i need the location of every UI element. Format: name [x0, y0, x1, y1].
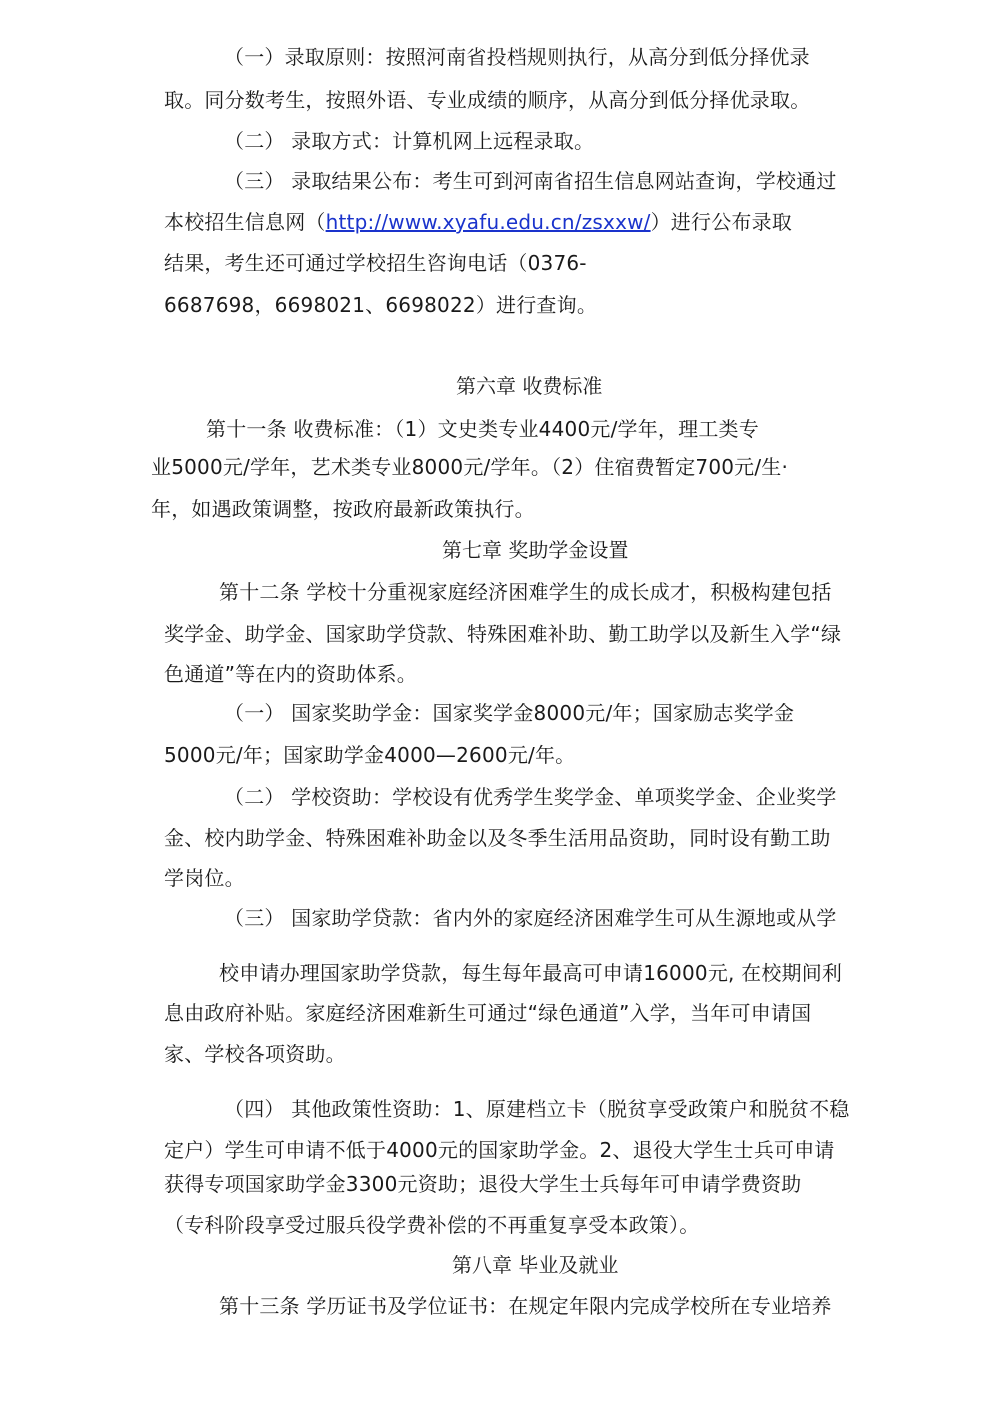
loan-line-1: （三） 国家助学贷款：省内外的家庭经济困难学生可从生源地或从学: [224, 906, 837, 930]
admission-principle-line-1: （一）录取原则：按照河南省投档规则执行，从高分到低分择优录: [224, 45, 810, 69]
admission-result-line-1: （三） 录取结果公布：考生可到河南省招生信息网站查询，学校通过: [224, 169, 837, 193]
aid-intro-line-3: 色通道”等在内的资助体系。: [164, 662, 417, 686]
admission-result-line-2: [164, 209, 792, 235]
aid-intro-line-1: 第十二条 学校十分重视家庭经济困难学生的成长成才，积极构建包括: [219, 580, 832, 604]
admission-result-line-3: 结果，考生还可通过学校招生咨询电话（0376-: [164, 251, 587, 275]
national-scholarship-line-1: （一） 国家奖助学金：国家奖学金8000元/年；国家励志奖学金: [224, 701, 795, 725]
chapter-7-title: 第七章 奖助学金设置: [442, 538, 629, 562]
admission-result-text-b: ）进行公布录取: [650, 210, 793, 234]
fee-standard-line-3: 年，如遇政策调整，按政府最新政策执行。: [151, 497, 535, 521]
admission-result-line-4: 6687698，6698021、6698022）进行查询。: [164, 293, 598, 317]
chapter-8-title: 第八章 毕业及就业: [452, 1253, 619, 1277]
school-aid-line-3: 学岗位。: [164, 866, 245, 890]
other-aid-line-2: 定户）学生可申请不低于4000元的国家助学金。2、退役大学生士兵可申请: [164, 1138, 835, 1162]
school-aid-line-2: 金、校内助学金、特殊困难补助金以及冬季生活用品资助，同时设有勤工助: [164, 826, 831, 850]
loan-line-2: 校申请办理国家助学贷款，每生每年最高可申请16000元, 在校期间利: [219, 961, 843, 985]
fee-standard-line-2: 业5000元/学年，艺术类专业8000元/学年。（2）住宿费暂定700元/生·: [151, 455, 789, 479]
other-aid-line-4: （专科阶段享受过服兵役学费补偿的不再重复享受本政策）。: [164, 1213, 700, 1237]
national-scholarship-line-2: 5000元/年；国家助学金4000—2600元/年。: [164, 743, 576, 767]
aid-intro-line-2: 奖学金、助学金、国家助学贷款、特殊困难补助、勤工助学以及新生入学“绿: [164, 622, 842, 646]
school-aid-line-1: （二） 学校资助：学校设有优秀学生奖学金、单项奖学金、企业奖学: [224, 785, 837, 809]
admission-result-text-a: 本校招生信息网（: [164, 210, 326, 234]
admissions-website-link[interactable]: http://www.xyafu.edu.cn/zsxxw/: [325, 210, 651, 234]
loan-line-3: 息由政府补贴。家庭经济困难新生可通过“绿色通道”入学，当年可申请国: [164, 1001, 812, 1025]
admission-method-line: （二） 录取方式：计算机网上远程录取。: [224, 129, 595, 153]
other-aid-line-3: 获得专项国家助学金3300元资助；退役大学生士兵每年可申请学费资助: [164, 1172, 802, 1196]
chapter-6-title: 第六章 收费标准: [456, 374, 603, 398]
fee-standard-line-1: 第十一条 收费标准：（1）文史类专业4400元/学年，理工类专: [206, 417, 759, 441]
graduation-line-1: 第十三条 学历证书及学位证书：在规定年限内完成学校所在专业培养: [219, 1294, 832, 1318]
other-aid-line-1: （四） 其他政策性资助：1、原建档立卡（脱贫享受政策户和脱贫不稳: [224, 1097, 850, 1121]
loan-line-4: 家、学校各项资助。: [164, 1042, 346, 1066]
admission-principle-line-2: 取。同分数考生，按照外语、专业成绩的顺序，从高分到低分择优录取。: [164, 88, 811, 112]
